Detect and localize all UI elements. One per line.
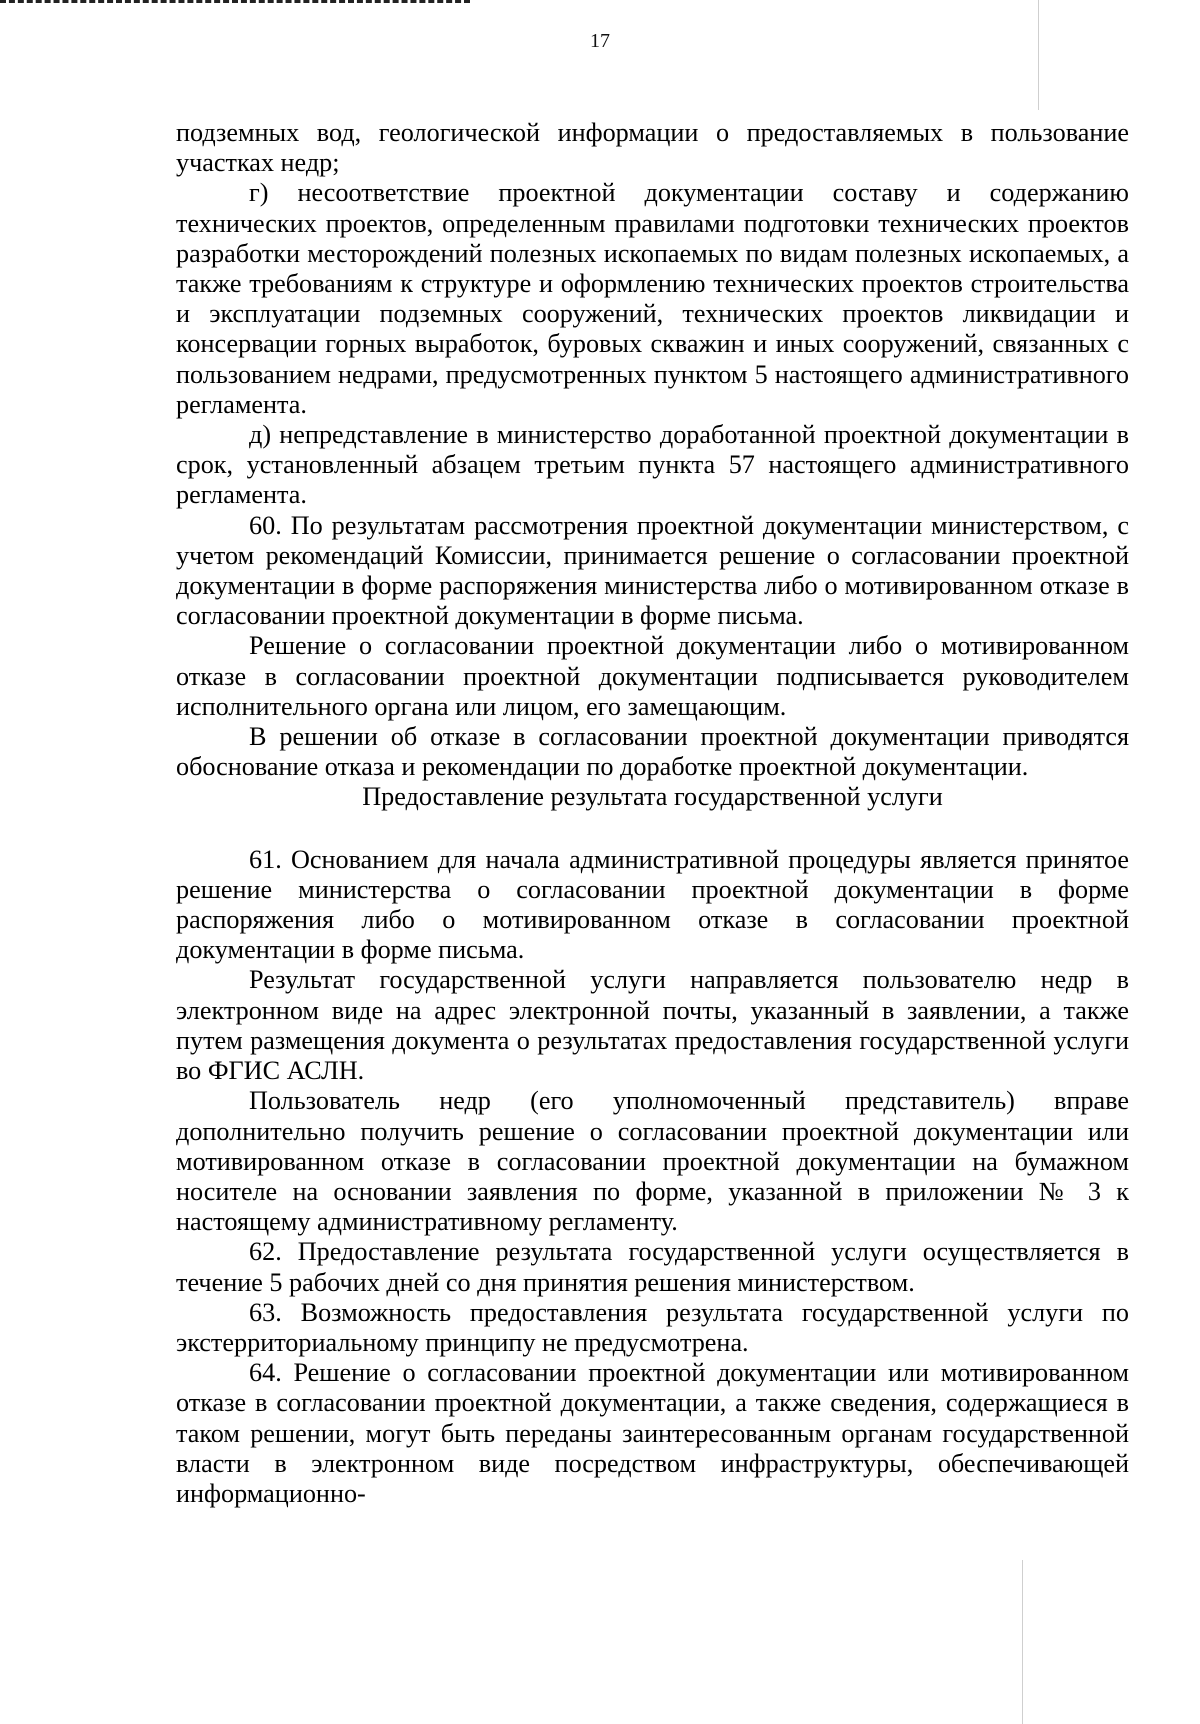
paragraph: подземных вод, геологической информации о предоставляемых в пользование участках недр; [176,118,1129,178]
page-number: 17 [590,30,610,52]
scan-fold-line [1038,0,1039,110]
paragraph: 62. Предоставление результата государственной услуги осуществляется в течение 5 рабочих дней со дня принятия решения министерством. [176,1237,1129,1297]
paragraph: г) несоответствие проектной документации составу и содержанию технических проектов, определенным правилами подготовки технических проектов разработки месторождений полезных ископаемых по видам полезных ископаемых, а также требованиям к структуре и оформлению технических проектов строительства и эксплуатации подземных сооружений, технических проектов ликвидации и консервации горных выработок, буровых скважин и иных сооружений, связанных с пользованием недрами, предусмотренных пунктом 5 настоящего административного регламента. [176,178,1129,419]
section-heading: Предоставление результата государственной услуги [362,782,943,812]
paragraph: 64. Решение о согласовании проектной документации или мотивированном отказе в согласовании проектной документации, а также сведения, содержащиеся в таком решении, могут быть переданы заинтересованным органам государственной власти в электронном виде посредством инфраструктуры, обеспечивающей информационно- [176,1358,1129,1508]
paragraph: 60. По результатам рассмотрения проектной документации министерством, с учетом рекомендаций Комиссии, принимается решение о согласовании проектной документации в форме распоряжения министерства либо о мотивированном отказе в согласовании проектной документации в форме письма. [176,510,1129,631]
paragraph: 61. Основанием для начала административной процедуры является принятое решение министерства о согласовании проектной документации в форме распоряжения либо о мотивированном отказе в согласовании проектной документации в форме письма. [176,844,1129,965]
paragraph: Результат государственной услуги направляется пользователю недр в электронном виде на адрес электронной почты, указанный в заявлении, а также путем размещения документа о результатах предоставления государственной услуги во ФГИС АСЛН. [176,965,1129,1086]
paragraph: В решении об отказе в согласовании проектной документации приводятся обоснование отказа и рекомендации по доработке проектной документации. [176,722,1129,782]
scan-fold-line [1022,1560,1023,1724]
scan-edge-rule [0,0,470,3]
paragraph: Пользователь недр (его уполномоченный представитель) вправе дополнительно получить решение о согласовании проектной документации или мотивированном отказе в согласовании проектной документации на бумажном носителе на основании заявления по форме, указанной в приложении № 3 к настоящему административному регламенту. [176,1086,1129,1237]
paragraph: 63. Возможность предоставления результата государственной услуги по экстерриториальному принципу не предусмотрена. [176,1297,1129,1357]
paragraph: Решение о согласовании проектной документации либо о мотивированном отказе в согласовании проектной документации подписывается руководителем исполнительного органа или лицом, его замещающим. [176,631,1129,721]
document-body [176,118,1129,1509]
paragraph: д) непредставление в министерство доработанной проектной документации в срок, установленный абзацем третьим пункта 57 настоящего административного регламента. [176,420,1129,510]
